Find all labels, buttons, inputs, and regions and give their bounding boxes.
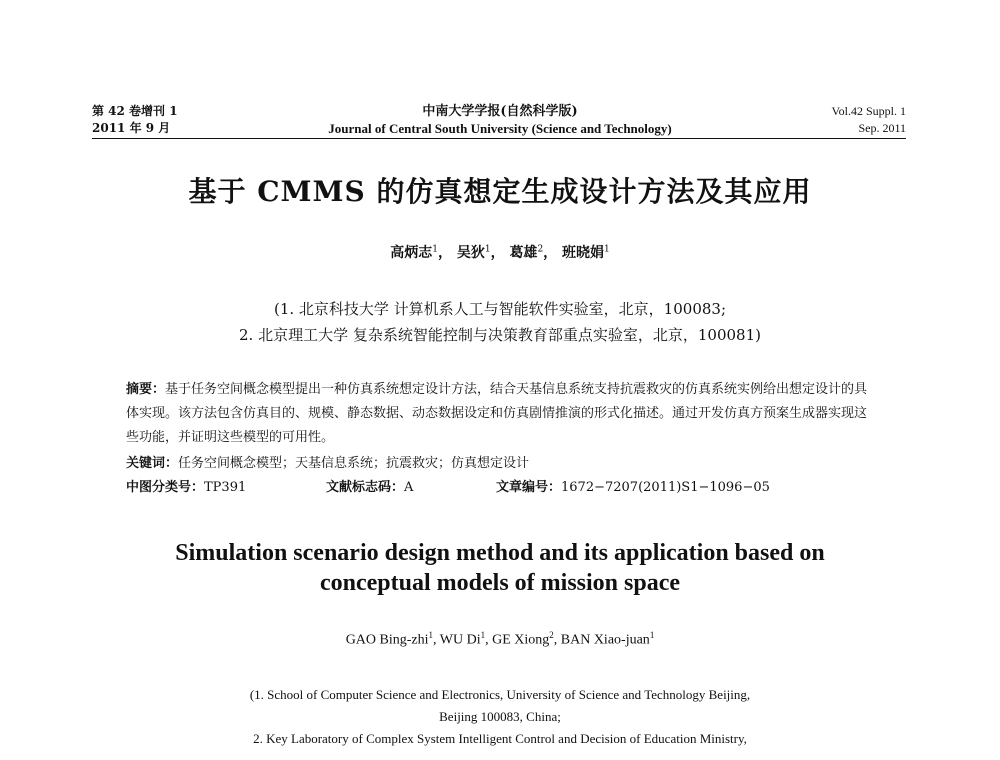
authors-cn: 高炳志$^1$， 吴狄$^1$， 葛雄$^2$， 班晓娟$^1$ (390, 244, 610, 261)
author-en-2: WU Di (439, 632, 481, 648)
header-left (92, 103, 178, 137)
author-cn-1: 高炳志 (390, 245, 433, 261)
author-cn-3: 葛雄 (509, 245, 538, 261)
affiliation-en-line-3: 2. Key Laboratory of Complex System Intelligent Control and Decision of Education Ministry, (253, 731, 747, 746)
header-journal (300, 103, 700, 137)
author-cn-4-aff: 1 (604, 244, 610, 255)
paper-title-cn: 基于 CMMS 的仿真想定生成设计方法及其应用 (188, 175, 812, 208)
abstract-label: 摘要： (126, 382, 166, 397)
header-rule (92, 138, 906, 139)
header-date-en: Sep. 2011 (858, 121, 906, 135)
author-en-3-aff: 2 (549, 630, 554, 640)
author-en-4: BAN Xiao-juan (560, 632, 650, 648)
doc-label: 文献标志码： (326, 480, 405, 495)
clc-value: TP391 (204, 480, 247, 495)
clc-field (126, 476, 326, 500)
header-volume-cn: 第 42 卷增刊 1 (92, 104, 178, 118)
author-en-2-aff: 1 (480, 630, 486, 640)
header-date-cn: 2011 年 9 月 (92, 121, 171, 135)
title-en-line-2: conceptual models of mission space (320, 570, 680, 596)
doc-field (326, 476, 496, 500)
journal-name-en: Journal of Central South University (Science and Technology) (328, 121, 672, 136)
keywords-text: 任务空间概念模型；天基信息系统；抗震救灾；仿真想定设计 (178, 456, 530, 471)
journal-name-cn: 中南大学学报(自然科学版) (422, 104, 578, 119)
author-en-3: GE Xiong (492, 632, 550, 648)
author-cn-1-aff: 1 (432, 244, 438, 255)
paper-title-en (0, 538, 1000, 598)
author-en-1: GAO Bing-zhi (345, 632, 429, 648)
keywords-label: 关键词： (126, 456, 179, 471)
author-cn-2-aff: 1 (484, 244, 491, 255)
abstract-text: 基于任务空间概念模型提出一种仿真系统想定设计方法，结合天基信息系统支持抗震救灾的仿真系统实例给出想定设计的具体实现。该方法包含仿真目的、规模、静态数据、动态数据设定和仿真剧情推演的形式化描述。通过开发仿真方预案生成器实现这些功能，并证明这些模型的可用性。 (126, 382, 868, 445)
classification-line (126, 476, 874, 500)
header-volume-en: Vol.42 Suppl. 1 (831, 104, 906, 118)
affiliation-en-line-2: Beijing 100083, China; (439, 709, 561, 724)
header-right (832, 103, 906, 137)
affiliation-cn-1: (1. 北京科技大学 计算机系人工与智能软件实验室，北京，100083; (273, 300, 727, 318)
affiliation-cn-2: 2. 北京理工大学 复杂系统智能控制与决策教育部重点实验室，北京，100081) (239, 326, 761, 344)
clc-label: 中图分类号： (126, 480, 205, 495)
abstract-cn (126, 378, 874, 450)
author-cn-3-aff: 2 (537, 244, 544, 255)
title-en-line-1: Simulation scenario design method and its application based on (175, 540, 825, 566)
keywords-cn (126, 452, 874, 476)
affiliation-en-line-1: (1. School of Computer Science and Electronics, University of Science and Technology Beijing, (249, 687, 751, 702)
article-field (496, 476, 770, 500)
affiliation-en (0, 684, 1000, 750)
author-en-1-aff: 1 (428, 630, 434, 640)
article-value: 1672−7207(2011)S1−1096−05 (561, 480, 770, 495)
article-label: 文章编号： (496, 480, 562, 495)
author-en-4-aff: 1 (649, 630, 655, 640)
author-cn-2: 吴狄 (456, 245, 485, 261)
authors-en: GAO Bing-zhi$^1$, WU Di$^1$, GE Xiong$^2$, BAN Xiao-juan$^1$ (345, 630, 655, 648)
author-cn-4: 班晓娟 (562, 245, 605, 261)
doc-value: A (404, 480, 414, 495)
